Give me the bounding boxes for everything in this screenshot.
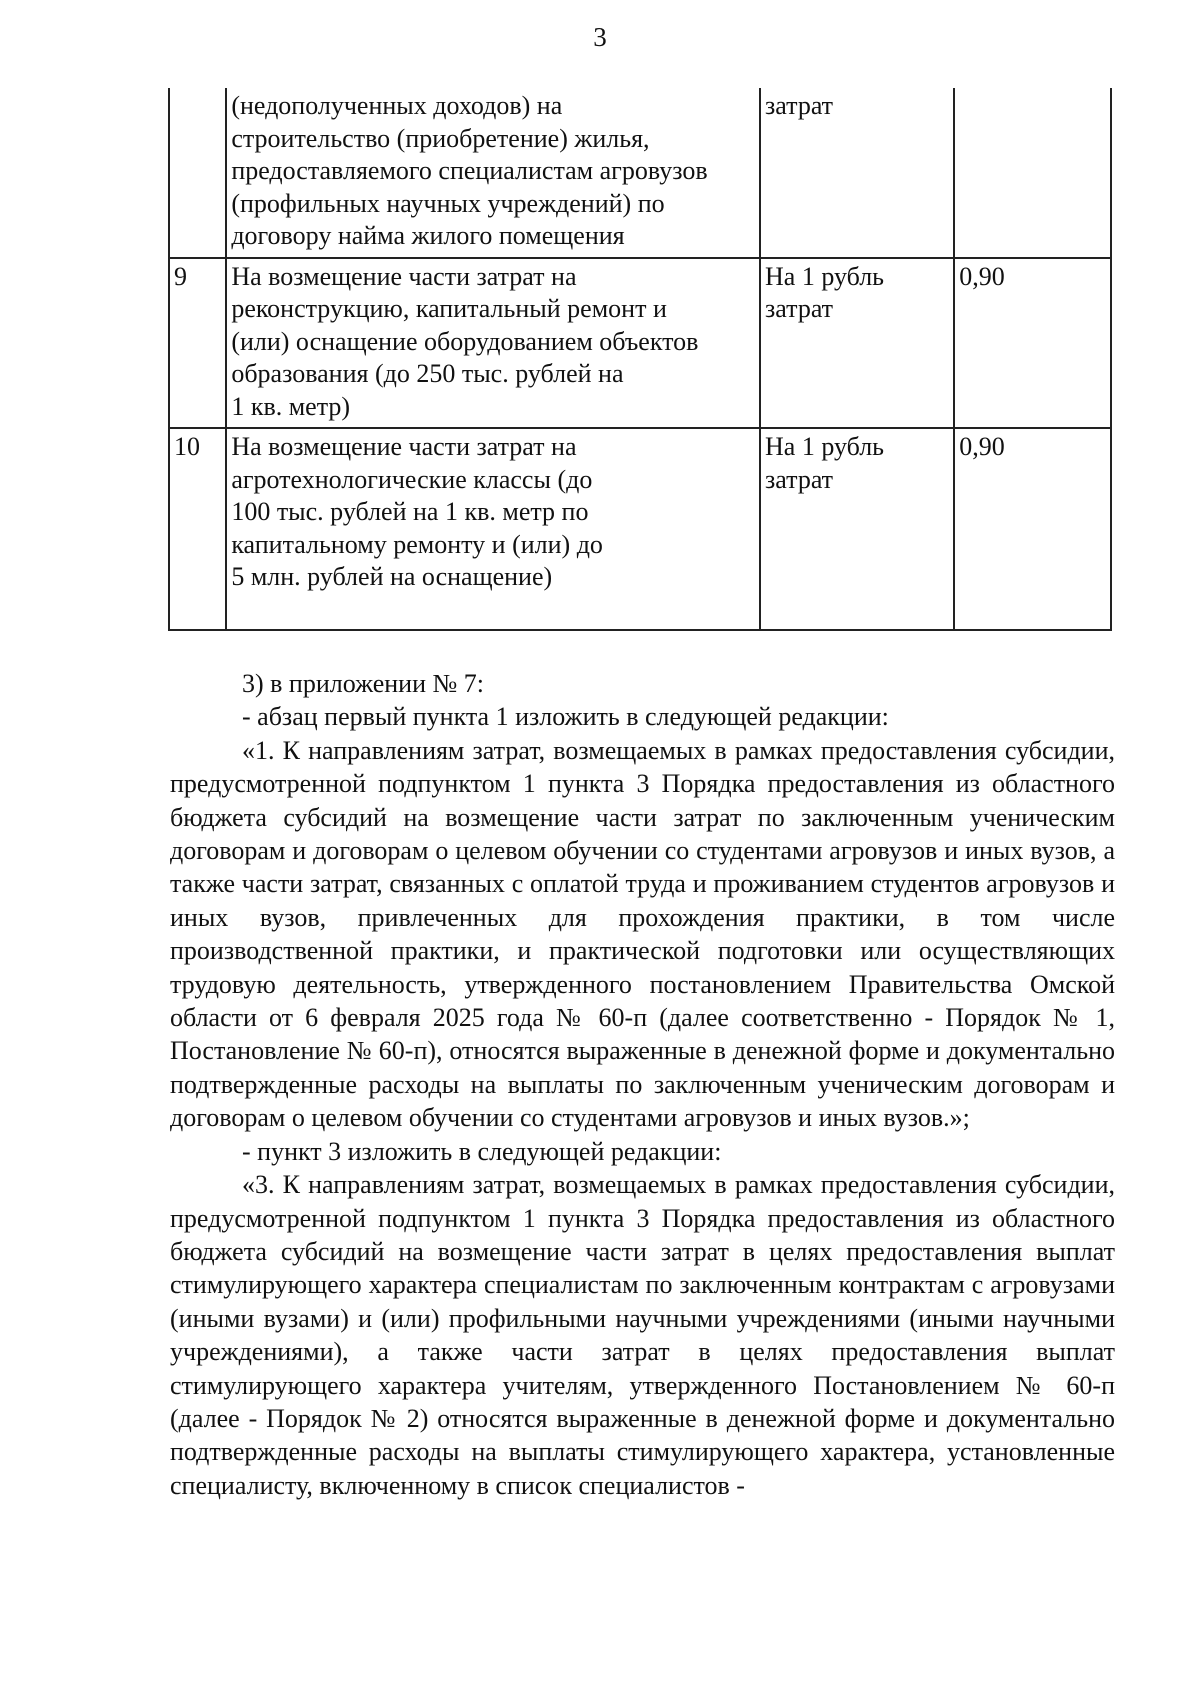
direction-cell: На возмещение части затрат на реконструкцию, капитальный ремонт и (или) оснащение оборудованием объектов образования (до 250 тыс. рублей на 1 кв. метр) (226, 258, 760, 429)
page-number: 3 (593, 22, 607, 52)
paragraph-instruction-1: - абзац первый пункта 1 изложить в следующей редакции: (242, 702, 889, 732)
paragraph-point-3: «3. К направлениям затрат, возмещаемых в рамках предоставления субсидии, предусмотренной подпунктом 1 пункта 3 Порядка предоставления из областного бюджета субсидий на возмещение части затрат в целях предоставления выплат стимулирующего характера специалистам по заключенным контрактам с агровузами (иными вузами) и (или) профильными научными учреждениями (иными научными учреждениями), а также части затрат в целях предоставления выплат стимулирующего характера учителям, утвержденного Постановлением № 60-п (далее - Порядок № 2) относятся выраженные в денежной форме и документально подтвержденные расходы на выплаты стимулирующего характера, установленные специалисту, включенному в список специалистов - (170, 1170, 1115, 1500)
row-number-cell: 9 (169, 258, 226, 429)
rates-table (168, 88, 1112, 631)
unit-cell: На 1 рубль затрат (760, 258, 954, 429)
unit-cell: На 1 рубль затрат (760, 428, 954, 630)
value-cell: 0,90 (954, 428, 1111, 630)
table-row (169, 258, 1111, 429)
table-row (169, 88, 1111, 258)
value-cell: 0,90 (954, 258, 1111, 429)
paragraph-instruction-3: - пункт 3 изложить в следующей редакции: (242, 1136, 722, 1166)
value-cell (954, 88, 1111, 258)
row-number-cell (169, 88, 226, 258)
direction-cell: (недополученных доходов) на строительство (приобретение) жилья, предоставляемого специалистам агровузов (профильных научных учреждений) по договору найма жилого помещения (226, 88, 760, 258)
paragraph-point-1: «1. К направлениям затрат, возмещаемых в рамках предоставления субсидии, предусмотренной подпунктом 1 пункта 3 Порядка предоставления из областного бюджета субсидий на возмещение части затрат по заключенным ученическим договорам и договорам о целевом обучении со студентами агровузов и иных вузов, а также части затрат, связанных с оплатой труда и проживанием студентов агровузов и иных вузов, привлеченных для прохождения практики, в том числе производственной практики, и практической подготовки или осуществляющих трудовую деятельность, утвержденного постановлением Правительства Омской области от 6 февраля 2025 года № 60-п (далее соответственно - Порядок № 1, Постановление № 60-п), относятся выраженные в денежной форме и документально подтвержденные расходы на выплаты по заключенным ученическим договорам и договорам о целевом обучении со студентами агровузов и иных вузов.»; (170, 735, 1115, 1133)
unit-cell: затрат (760, 88, 954, 258)
document-body (170, 667, 1115, 1502)
paragraph-appendix: 3) в приложении № 7: (242, 669, 485, 698)
row-number-cell: 10 (169, 428, 226, 630)
table-row (169, 428, 1111, 630)
direction-cell: На возмещение части затрат на агротехнологические классы (до 100 тыс. рублей на 1 кв. метр по капитальному ремонту и (или) до 5 млн. рублей на оснащение) (226, 428, 760, 630)
